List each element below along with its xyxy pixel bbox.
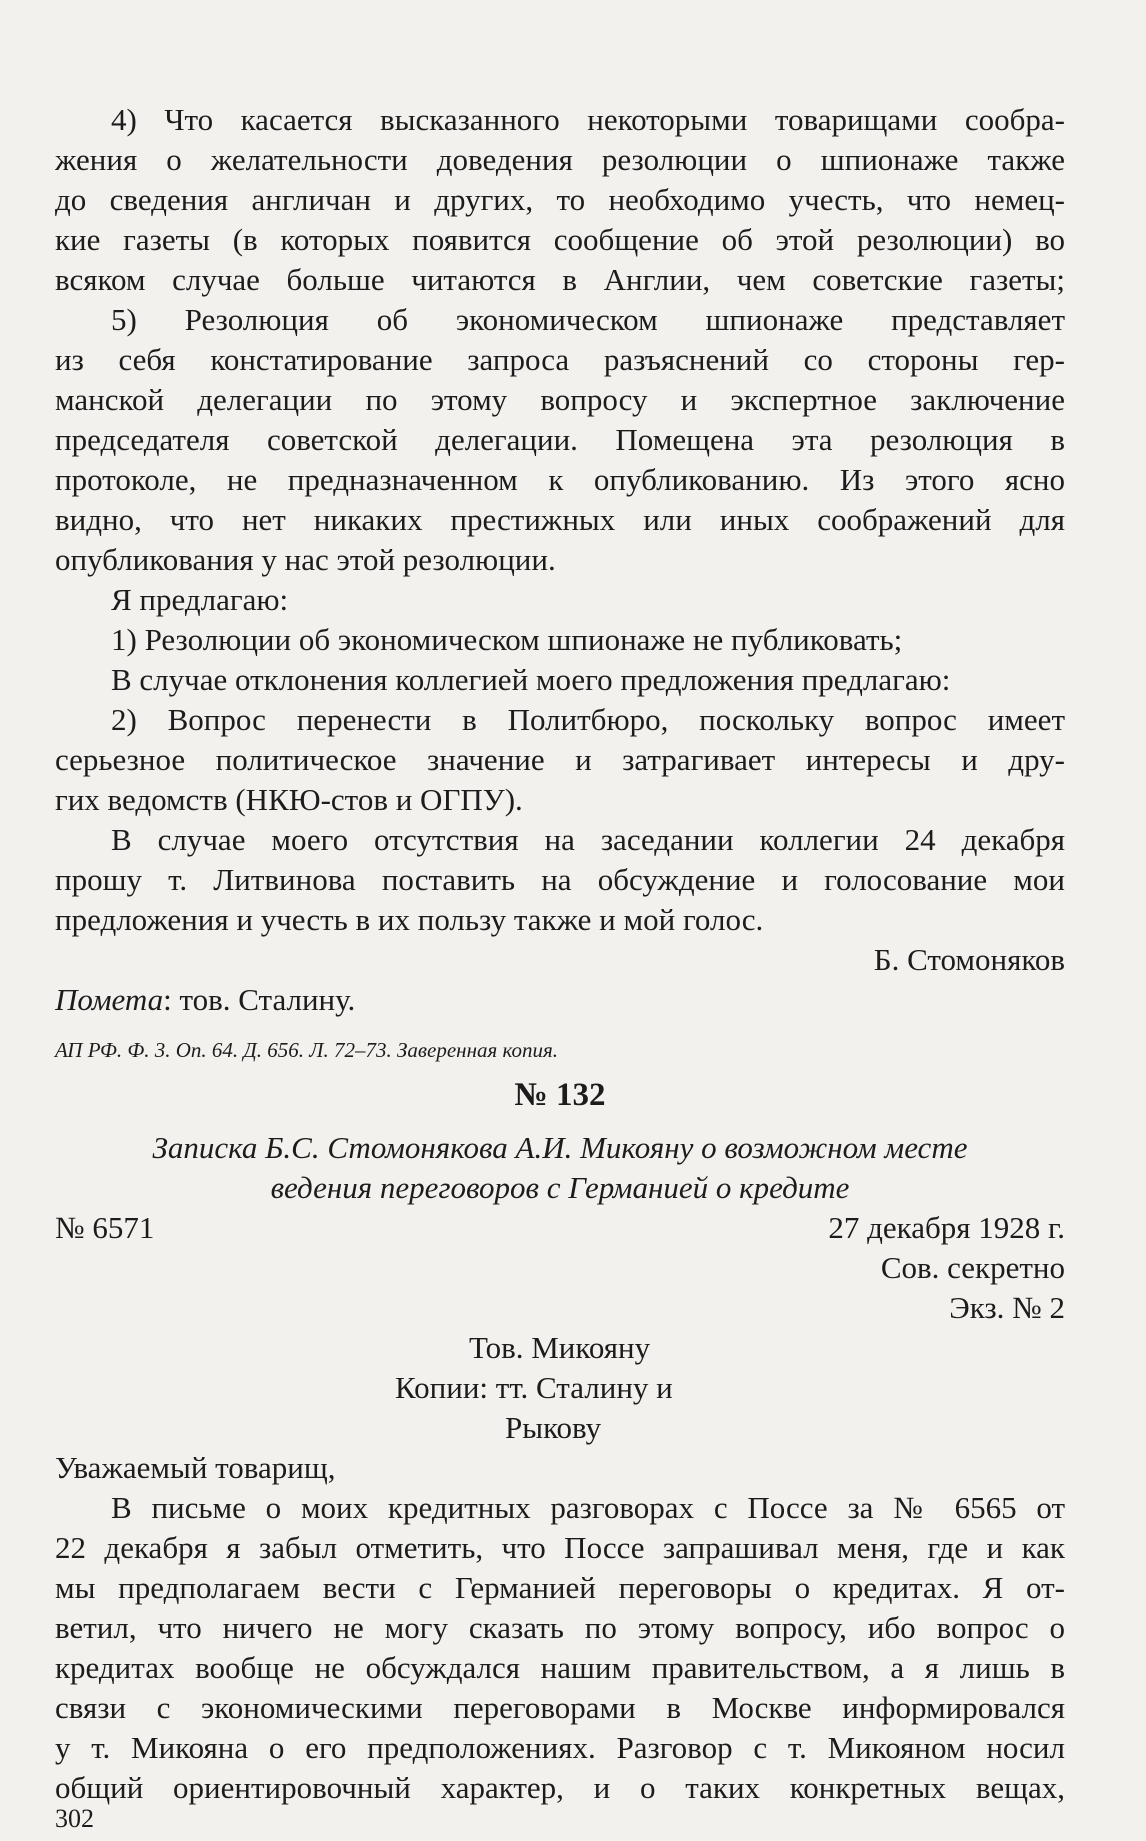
text-line: опубликования у нас этой резолюции. [55, 542, 556, 577]
document-date: 27 декабря 1928 г. [828, 1210, 1065, 1245]
text-line: 22 декабря я забыл отметить, что Поссе запрашивал меня, где и как [55, 1530, 1065, 1565]
registration-number: № 6571 [55, 1210, 155, 1245]
text-line: серьезное политическое значение и затрагивает интересы и дру- [55, 742, 1065, 777]
note-line [55, 980, 1065, 1020]
copies-line: Рыкову [505, 1410, 602, 1445]
text-line: протоколе, не предназначенном к опубликованию. Из этого ясно [55, 462, 1065, 497]
text-line: Я предлагаю: [111, 582, 289, 617]
note-label: Помета [55, 982, 164, 1017]
text-line: В случае моего отсутствия на заседании коллегии 24 декабря [111, 822, 1065, 857]
text-line: 4) Что касается высказанного некоторыми товарищами сообра- [111, 102, 1065, 137]
addressee: Тов. Микояну [469, 1330, 651, 1365]
archive-reference: АП РФ. Ф. 3. Оп. 64. Д. 656. Л. 72–73. Заверенная копия. [55, 1038, 559, 1062]
text-line: В случае отклонения коллегией моего предложения предлагаю: [111, 662, 951, 697]
document-title: ведения переговоров с Германией о кредите [270, 1170, 850, 1205]
text-line: у т. Микояна о его предположениях. Разговор с т. Микояном носил [55, 1730, 1065, 1765]
text-line: прошу т. Литвинова поставить на обсуждение и голосование мои [55, 862, 1065, 897]
page-number: 302 [55, 1804, 94, 1833]
document-number: № 132 [514, 1077, 606, 1113]
text-line: 5) Резолюция об экономическом шпионаже представляет [111, 302, 1065, 337]
text-line: председателя советской делегации. Помещена эта резолюция в [55, 422, 1065, 457]
text-line: кредитах вообще не обсуждался нашим правительством, а я лишь в [55, 1650, 1065, 1685]
text-line: всяком случае больше читаются в Англии, чем советские газеты; [55, 262, 1065, 297]
text-line: манской делегации по этому вопросу и экспертное заключение [55, 382, 1065, 417]
text-line: ветил, что ничего не могу сказать по этому вопросу, ибо вопрос о [55, 1610, 1065, 1645]
document-title: Записка Б.С. Стомонякова А.И. Микояну о возможном месте [152, 1130, 968, 1165]
copies-line: Копии: тт. Сталину и [395, 1370, 673, 1405]
text-line: 1) Резолюции об экономическом шпионаже не публиковать; [111, 622, 903, 657]
text-line: мы предполагаем вести с Германией переговоры о кредитах. Я от- [55, 1570, 1065, 1605]
text-line: видно, что нет никаких престижных или иных соображений для [55, 502, 1065, 537]
text-line: связи с экономическими переговорами в Москве информировался [55, 1690, 1065, 1725]
copy-number: Экз. № 2 [949, 1290, 1065, 1325]
text-line: кие газеты (в которых появится сообщение об этой резолюции) во [55, 222, 1065, 257]
text-line: гих ведомств (НКЮ-стов и ОГПУ). [55, 782, 523, 817]
text-line: предложения и учесть в их пользу также и мой голос. [55, 902, 764, 937]
note-text: : тов. Сталину. [163, 982, 356, 1017]
text-line: 2) Вопрос перенести в Политбюро, поскольку вопрос имеет [111, 702, 1065, 737]
salutation: Уважаемый товарищ, [55, 1450, 336, 1485]
text-line: общий ориентировочный характер, и о таких конкретных вещах, [55, 1770, 1065, 1805]
secrecy-stamp: Сов. секретно [880, 1250, 1065, 1285]
text-line: из себя констатирование запроса разъяснений со стороны гер- [55, 342, 1065, 377]
signature: Б. Стомоняков [873, 942, 1065, 977]
text-line: жения о желательности доведения резолюции о шпионаже также [55, 142, 1065, 177]
text-line: до сведения англичан и других, то необходимо учесть, что немец- [55, 182, 1065, 217]
text-line: В письме о моих кредитных разговорах с Поссе за № 6565 от [111, 1490, 1065, 1525]
